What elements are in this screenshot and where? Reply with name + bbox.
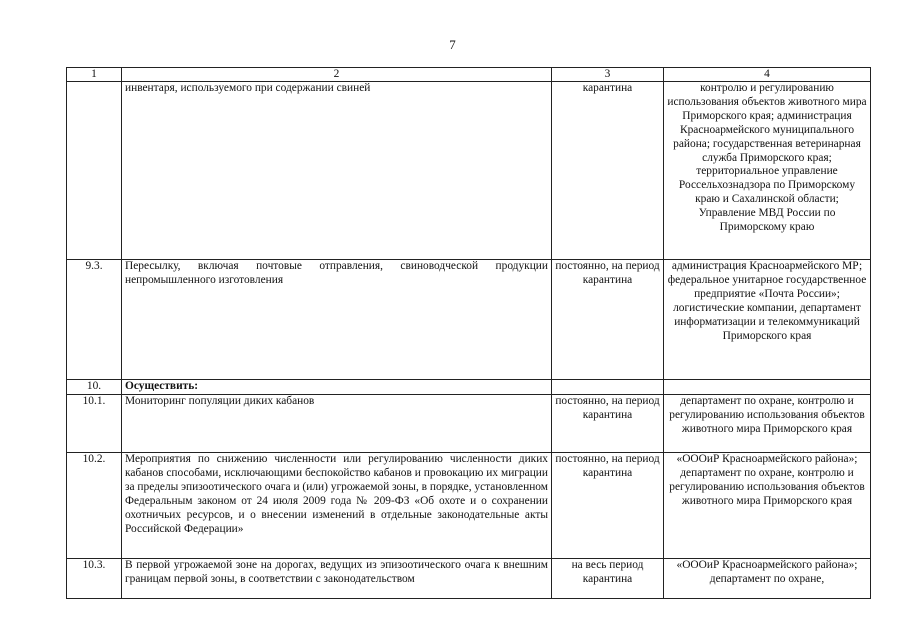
term-text [552, 380, 664, 395]
row-number: 10.2. [67, 453, 122, 559]
section-heading: Осуществить: [122, 380, 552, 395]
table-row [67, 559, 871, 599]
header-col-4: 4 [664, 68, 871, 82]
term-text: постоянно, на период карантина [552, 453, 664, 559]
table-row [67, 260, 871, 380]
responsible-text: «ОООиР Красноармейского района»; департамент по охране, контролю и регулированию использования объектов животного мира Приморского края [664, 453, 871, 559]
responsible-text: департамент по охране, контролю и регулированию использования объектов животного мира Приморского края [664, 395, 871, 453]
measure-text: инвентаря, используемого при содержании свиней [122, 82, 552, 260]
row-number: 10.1. [67, 395, 122, 453]
table-row [67, 395, 871, 453]
measure-text: В первой угрожаемой зоне на дорогах, ведущих из эпизоотического очага к внешним границам первой зоны, в соответствии с законодательством [122, 559, 552, 599]
row-number: 10.3. [67, 559, 122, 599]
term-text: на весь период карантина [552, 559, 664, 599]
measures-table [66, 67, 871, 599]
table-row [67, 82, 871, 260]
header-row [67, 68, 871, 82]
row-number [67, 82, 122, 260]
responsible-text: «ОООиР Красноармейского района»; департамент по охране, [664, 559, 871, 599]
header-col-3: 3 [552, 68, 664, 82]
row-number: 9.3. [67, 260, 122, 380]
responsible-text [664, 380, 871, 395]
measure-text: Пересылку, включая почтовые отправления, свиноводческой продукции непромышленного изготовления [122, 260, 552, 380]
responsible-text: администрация Красноармейского МР; федеральное унитарное государственное предприятие «Почта России»; логистические компании, департамент информатизации и телекоммуникаций Приморского края [664, 260, 871, 380]
table-row [67, 453, 871, 559]
measure-text: Мониторинг популяции диких кабанов [122, 395, 552, 453]
term-text: карантина [552, 82, 664, 260]
row-number: 10. [67, 380, 122, 395]
measure-text: Мероприятия по снижению численности или регулированию численности диких кабанов способами, исключающими беспокойство кабанов и провокацию их миграции за пределы эпизоотического очага и (или) угрожаемой зоны, в порядке, установленном Федеральным законом от 24 июля 2009 года № 209-ФЗ «Об охоте и о сохранении охотничьих ресурсов, и о внесении изменений в отдельные законодательные акты Российской Федерации» [122, 453, 552, 559]
page-number: 7 [449, 37, 456, 52]
header-col-1: 1 [67, 68, 122, 82]
table-row [67, 380, 871, 395]
term-text: постоянно, на период карантина [552, 395, 664, 453]
term-text: постоянно, на период карантина [552, 260, 664, 380]
header-col-2: 2 [122, 68, 552, 82]
responsible-text: контролю и регулированию использования объектов животного мира Приморского края; администрация Красноармейского муниципального района; государственная ветеринарная служба Приморского края; территориальное управление Россельхознадзора по Приморскому краю и Сахалинской области; Управление МВД России по Приморскому краю [664, 82, 871, 260]
